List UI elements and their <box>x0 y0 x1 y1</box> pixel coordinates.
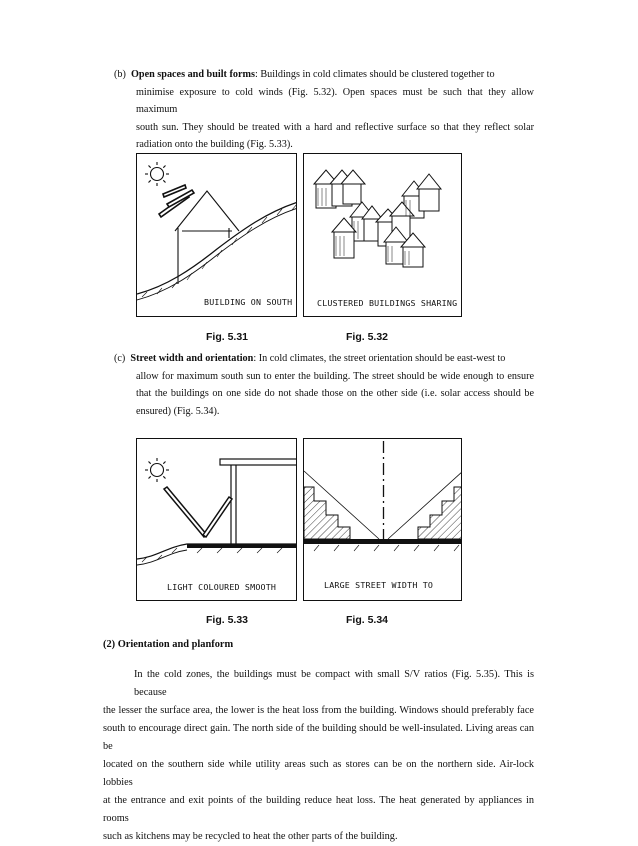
section-b-line-4: radiation onto the building (Fig. 5.33). <box>136 139 293 151</box>
clustered-house <box>314 170 365 208</box>
figure-5-33 <box>136 438 297 601</box>
section-c-line-1 <box>114 350 534 368</box>
figure-5-33-label-line-1: LIGHT COLOURED SMOOTH <box>167 582 277 592</box>
sun-icon <box>145 162 169 186</box>
section-c-title: Street width and orientation <box>130 353 254 364</box>
figure-5-34-label-line-1: LARGE STREET WIDTH TO <box>324 580 434 590</box>
section-b-line1-rest: : Buildings in cold climates should be clustered together to <box>254 69 495 80</box>
section-c-label: (c) <box>114 353 126 364</box>
figure-5-33-label <box>167 562 297 601</box>
section-b-line-1 <box>114 66 534 84</box>
figure-5-32 <box>303 153 462 317</box>
figure-5-32-label-line-1: CLUSTERED BUILDINGS SHARING <box>317 298 458 308</box>
left-stepped-buildings <box>304 487 350 539</box>
right-stepped-buildings <box>418 487 462 539</box>
section-c-line-2: allow for maximum south sun to enter the building. The street should be wide enough to ensure <box>136 370 534 382</box>
figure-5-31-label-line-1: BUILDING ON SOUTH <box>204 297 293 307</box>
house-on-slope <box>175 191 239 284</box>
figure-5-31 <box>136 153 297 317</box>
section-c-line-4: ensured) (Fig. 5.34). <box>136 405 220 417</box>
figure-5-34 <box>303 438 462 601</box>
section-2-line-5: at the entrance and exit points of the building reduce heat loss. The heat generated by appliances in rooms <box>103 795 534 824</box>
section-2-line-6: such as kitchens may be recycled to heat the other parts of the building. <box>103 831 398 842</box>
section-2-heading: (2) Orientation and planform <box>103 639 234 650</box>
building-overhang <box>220 459 297 545</box>
figure-5-33-caption: Fig. 5.33 <box>206 614 249 626</box>
section-c-line1-rest: : In cold climates, the street orientation should be east-west to <box>253 353 506 364</box>
section-b-paragraph <box>114 66 534 154</box>
section-b-line-3: south sun. They should be treated with a hard and reflective surface so that they reflect solar <box>136 121 534 133</box>
section-2-line-1: In the cold zones, the buildings must be compact with small S/V ratios (Fig. 5.35). This is because <box>134 669 534 698</box>
sun-rays <box>159 185 194 217</box>
section-b-line-2: minimise exposure to cold winds (Fig. 5.32). Open spaces must be such that they allow maximum <box>136 86 534 116</box>
section-b-title: Open spaces and built forms <box>130 69 255 80</box>
sun-icon <box>145 458 169 482</box>
section-2-line-4: located on the southern side while utility areas such as stores can be on the northern side. Air-lock lobbies <box>103 759 534 788</box>
figure-5-34-caption: Fig. 5.34 <box>346 614 389 626</box>
figure-5-31-label <box>204 277 292 317</box>
section-2-line-2: the lesser the surface area, the lower is the heat loss from the building. Windows should preferably face <box>103 705 534 716</box>
section-b-label: (b) <box>114 69 126 80</box>
section-2-paragraph <box>103 666 534 846</box>
section-c-line-3: that the buildings on one side do not shade those on the other side (i.e. solar access should be <box>136 388 534 400</box>
reflected-rays <box>164 487 232 537</box>
figure-5-32-caption: Fig. 5.32 <box>346 331 389 343</box>
figure-5-31-caption: Fig. 5.31 <box>206 331 249 343</box>
figure-5-34-label <box>324 560 433 601</box>
section-2-line-3: south to encourage direct gain. The north side of the building should be well-insulated. Living areas can be <box>103 723 534 752</box>
figure-5-32-label <box>317 278 457 317</box>
section-c-paragraph <box>114 350 534 420</box>
